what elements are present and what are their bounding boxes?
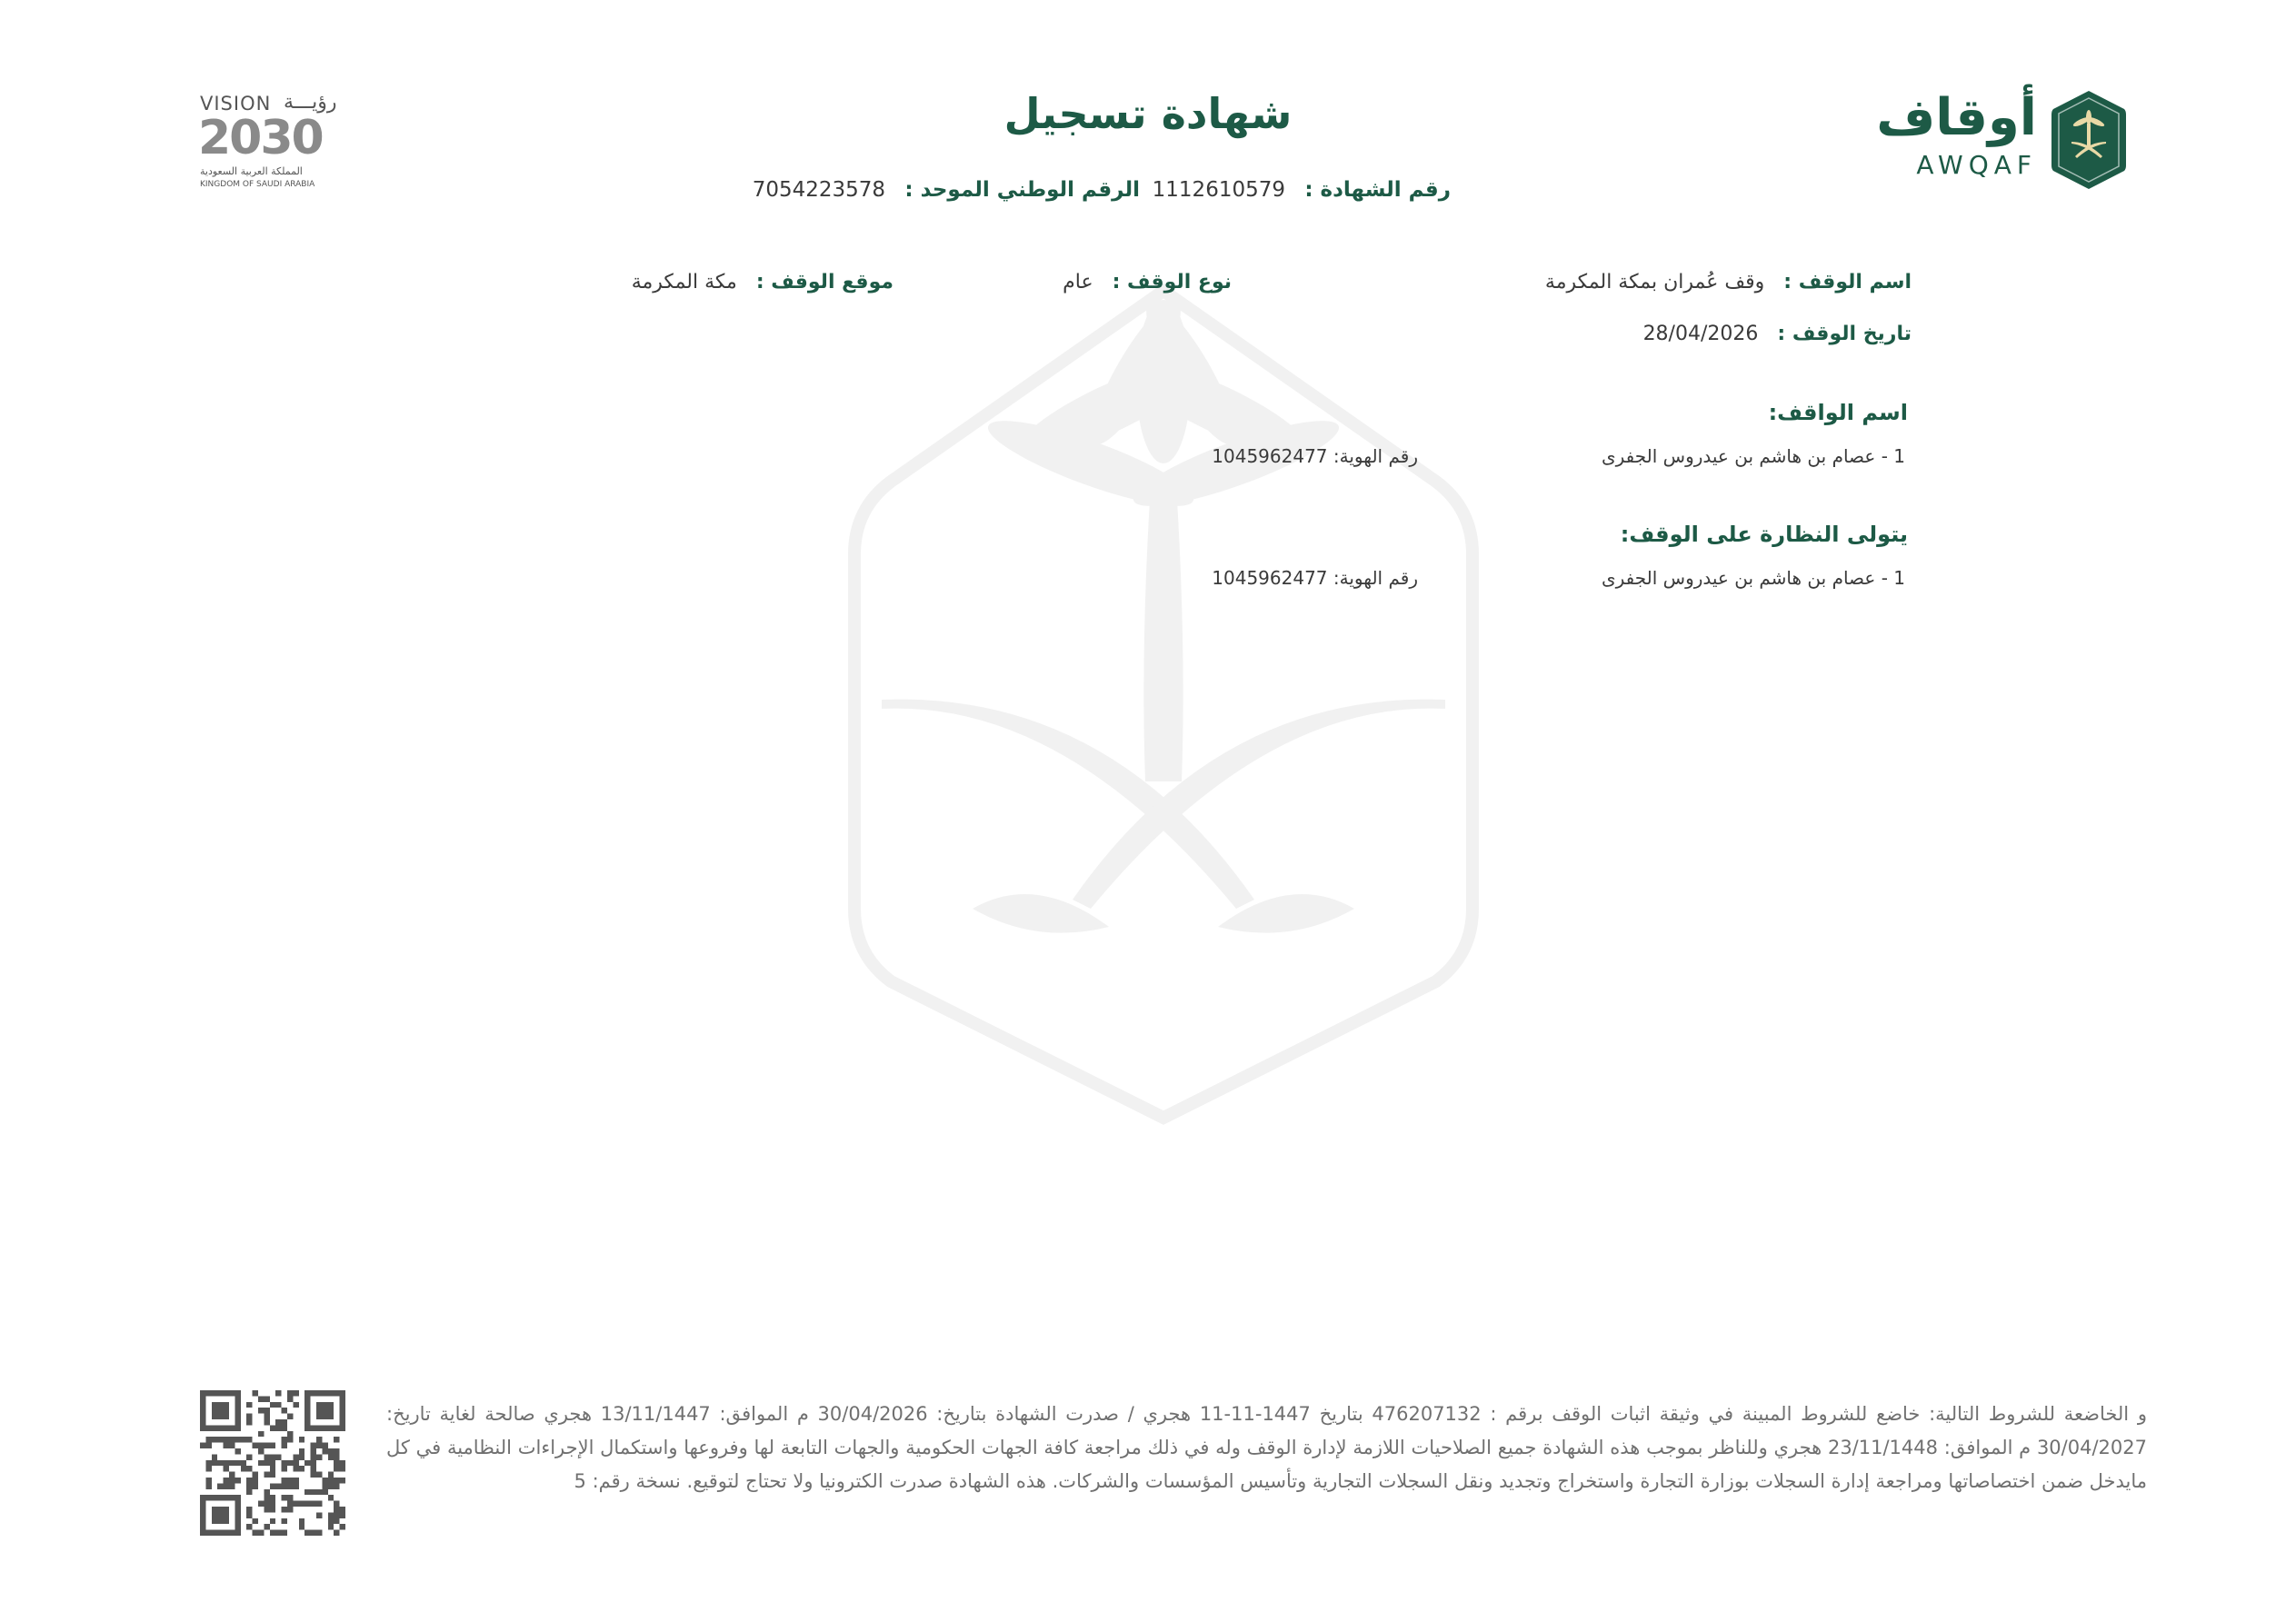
waqf-name: [1545, 271, 1912, 294]
unified-number-label: الرقم الوطني الموحد :: [904, 178, 1140, 202]
footer-terms-text: و الخاضعة للشروط التالية: خاضع للشروط المبينة في وثيقة اثبات الوقف برقم : 476207132 بتاريخ 1447-11-11 هجري / صدرت الشهادة بتاريخ: 30/04/2026 م الموافق: 13/11/1447 هجري صالحة لغاية تاريخ: 30/04/2027 م الموافق: 23/11/1448 هجري وللناظر بموجب هذه الشهادة جميع الصلاحيات اللازمة لإدارة الوقف وله في ذلك مراجعة كافة الجهات الحكومية والجهات التابعة لها وفروعها واستكمال الإجراءات النظامية في كل مايدخل ضمن اختصاصاتها ومراجعة إدارة السجلات بوزارة التجارة واستخراج وتجديد ونقل السجلات التجارية وتأسيس المؤسسات والشركات. هذه الشهادة صدرت الكترونيا ولا تحتاج لتوقيع. نسخة رقم: 5: [386, 1403, 2147, 1492]
waqf-name-value: وقف عُمران بمكة المكرمة: [1544, 271, 1765, 294]
waqf-type-value: عام: [1063, 271, 1093, 294]
founder-id: [1212, 445, 1418, 467]
qr-code: [200, 1390, 345, 1536]
certificate-number: [1153, 178, 1451, 202]
watermark-emblem: [836, 273, 1491, 1127]
founder-id-value: 1045962477: [1212, 445, 1328, 467]
certificate-number-value: 1112610579: [1152, 178, 1285, 202]
waqf-date: [1643, 323, 1912, 345]
founder-id-label: رقم الهوية:: [1333, 445, 1418, 467]
unified-number: [753, 178, 1140, 202]
waqf-date-label: تاريخ الوقف :: [1777, 323, 1912, 345]
awqaf-logo-english: AWQAF: [1916, 150, 2037, 180]
page-title: شهادة تسجيل: [1003, 89, 1293, 138]
vision-logo-country-ar: المملكة العربية السعودية: [200, 165, 303, 177]
waqf-type-label: نوع الوقف :: [1112, 271, 1232, 294]
founder-name: 1 - عصام بن هاشم بن عيدروس الجفرى: [1601, 445, 1905, 467]
certificate-number-label: رقم الشهادة :: [1304, 178, 1451, 202]
waqf-date-value: 28/04/2026: [1642, 323, 1759, 345]
supervisor-id-label: رقم الهوية:: [1333, 567, 1418, 589]
waqf-type: [1063, 271, 1232, 294]
waqf-location-label: موقع الوقف :: [755, 271, 893, 294]
vision-logo-year: 2030: [198, 111, 323, 165]
waqf-location: [632, 271, 893, 294]
supervisor-section-title: يتولى النظارة على الوقف:: [1620, 522, 1908, 547]
supervisor-id-value: 1045962477: [1212, 567, 1328, 589]
founder-section-title: اسم الواقف:: [1768, 400, 1908, 425]
waqf-location-value: مكة المكرمة: [631, 271, 737, 294]
waqf-name-label: اسم الوقف :: [1783, 271, 1912, 294]
vision-logo-arabic: رؤيـــة: [284, 91, 337, 114]
awqaf-logo-arabic: أوقاف: [1876, 88, 2037, 147]
vision-logo-country-en: KINGDOM OF SAUDI ARABIA: [200, 180, 315, 189]
supervisor-name: 1 - عصام بن هاشم بن عيدروس الجفرى: [1601, 567, 1905, 589]
vision-logo-english: VISION: [200, 93, 272, 114]
unified-number-value: 7054223578: [752, 178, 886, 202]
supervisor-id: [1212, 567, 1418, 589]
